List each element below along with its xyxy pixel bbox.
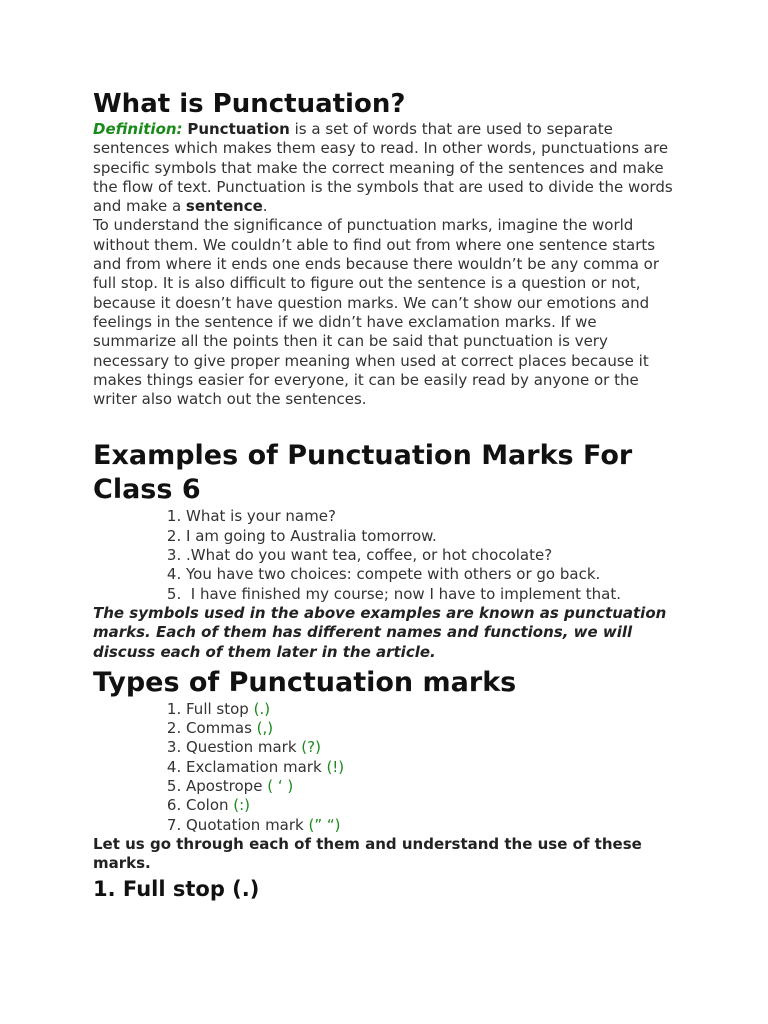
type-mark: (?) bbox=[301, 738, 321, 757]
type-name: Colon bbox=[186, 796, 234, 815]
type-mark: (.) bbox=[253, 699, 271, 718]
page-title: What is Punctuation? bbox=[93, 89, 406, 119]
significance-paragraph: To understand the significance of punctuation marks, imagine the world without them. We couldn’t able to find out from where one sentence starts and from where it ends one ends because there wouldn’t be any comma or full stop. It is also difficult to figure out the sentence is a question or not, because it doesn’t have question marks. We can’t show our emotions and feelings in the sentence if we didn’t have exclamation marks. If we summarize all the points then it can be said that punctuation is very necessary to give proper meaning when used at correct places because it makes things easier for everyone, it can be easily read by anyone or the writer also watch out the sentences. bbox=[93, 216, 660, 409]
type-mark: (” “) bbox=[308, 815, 341, 834]
type-mark: ( ‘ ) bbox=[267, 777, 294, 796]
full-stop-heading: 1. Full stop (.) bbox=[93, 876, 260, 901]
example-item: 5. I have finished my course; now I have to implement that. bbox=[186, 585, 683, 604]
definition-text: is a set of words that are used to separate sentences which makes them easy to read. In other words, punctuations are specific symbols that make the correct meaning of the sentences and make the flow of text. Punctuation is the symbols that are used to divide the words and make a bbox=[93, 120, 673, 216]
definition-term: Punctuation bbox=[187, 120, 290, 138]
type-item bbox=[186, 700, 683, 719]
type-mark: (:) bbox=[233, 796, 251, 815]
type-item bbox=[186, 738, 683, 757]
example-item: 4. You have two choices: compete with others or go back. bbox=[186, 565, 683, 584]
definition-term-sentence: sentence bbox=[185, 197, 263, 216]
types-heading: Types of Punctuation marks bbox=[93, 666, 517, 698]
type-name: Commas bbox=[186, 719, 257, 738]
type-mark: (!) bbox=[326, 757, 345, 776]
type-name: Quotation mark bbox=[186, 815, 309, 834]
type-mark: (,) bbox=[256, 719, 274, 738]
example-item: 2. I am going to Australia tomorrow. bbox=[186, 527, 683, 546]
article bbox=[93, 88, 683, 902]
definition-text-end: . bbox=[262, 197, 268, 216]
examples-heading: Examples of Punctuation Marks For Class 6 bbox=[93, 440, 633, 506]
type-item bbox=[186, 796, 683, 815]
type-item bbox=[186, 777, 683, 796]
type-item bbox=[186, 816, 683, 835]
examples-list bbox=[93, 507, 683, 603]
examples-note: The symbols used in the above examples are known as punctuation marks. Each of them has different names and functions, we will discuss each of them later in the article. bbox=[93, 603, 667, 661]
definition-paragraph bbox=[93, 120, 683, 216]
types-list bbox=[93, 700, 683, 835]
type-name: Question mark bbox=[186, 738, 302, 757]
example-item: 3. .What do you want tea, coffee, or hot chocolate? bbox=[186, 546, 683, 565]
definition-label: Definition: bbox=[93, 120, 183, 138]
example-item: 1. What is your name? bbox=[186, 507, 683, 526]
type-name: Apostrope bbox=[186, 777, 268, 796]
type-item bbox=[186, 758, 683, 777]
type-item bbox=[186, 719, 683, 738]
types-lead: Let us go through each of them and understand the use of these marks. bbox=[93, 834, 642, 873]
type-name: Full stop bbox=[186, 699, 254, 718]
type-name: Exclamation mark bbox=[186, 757, 327, 776]
